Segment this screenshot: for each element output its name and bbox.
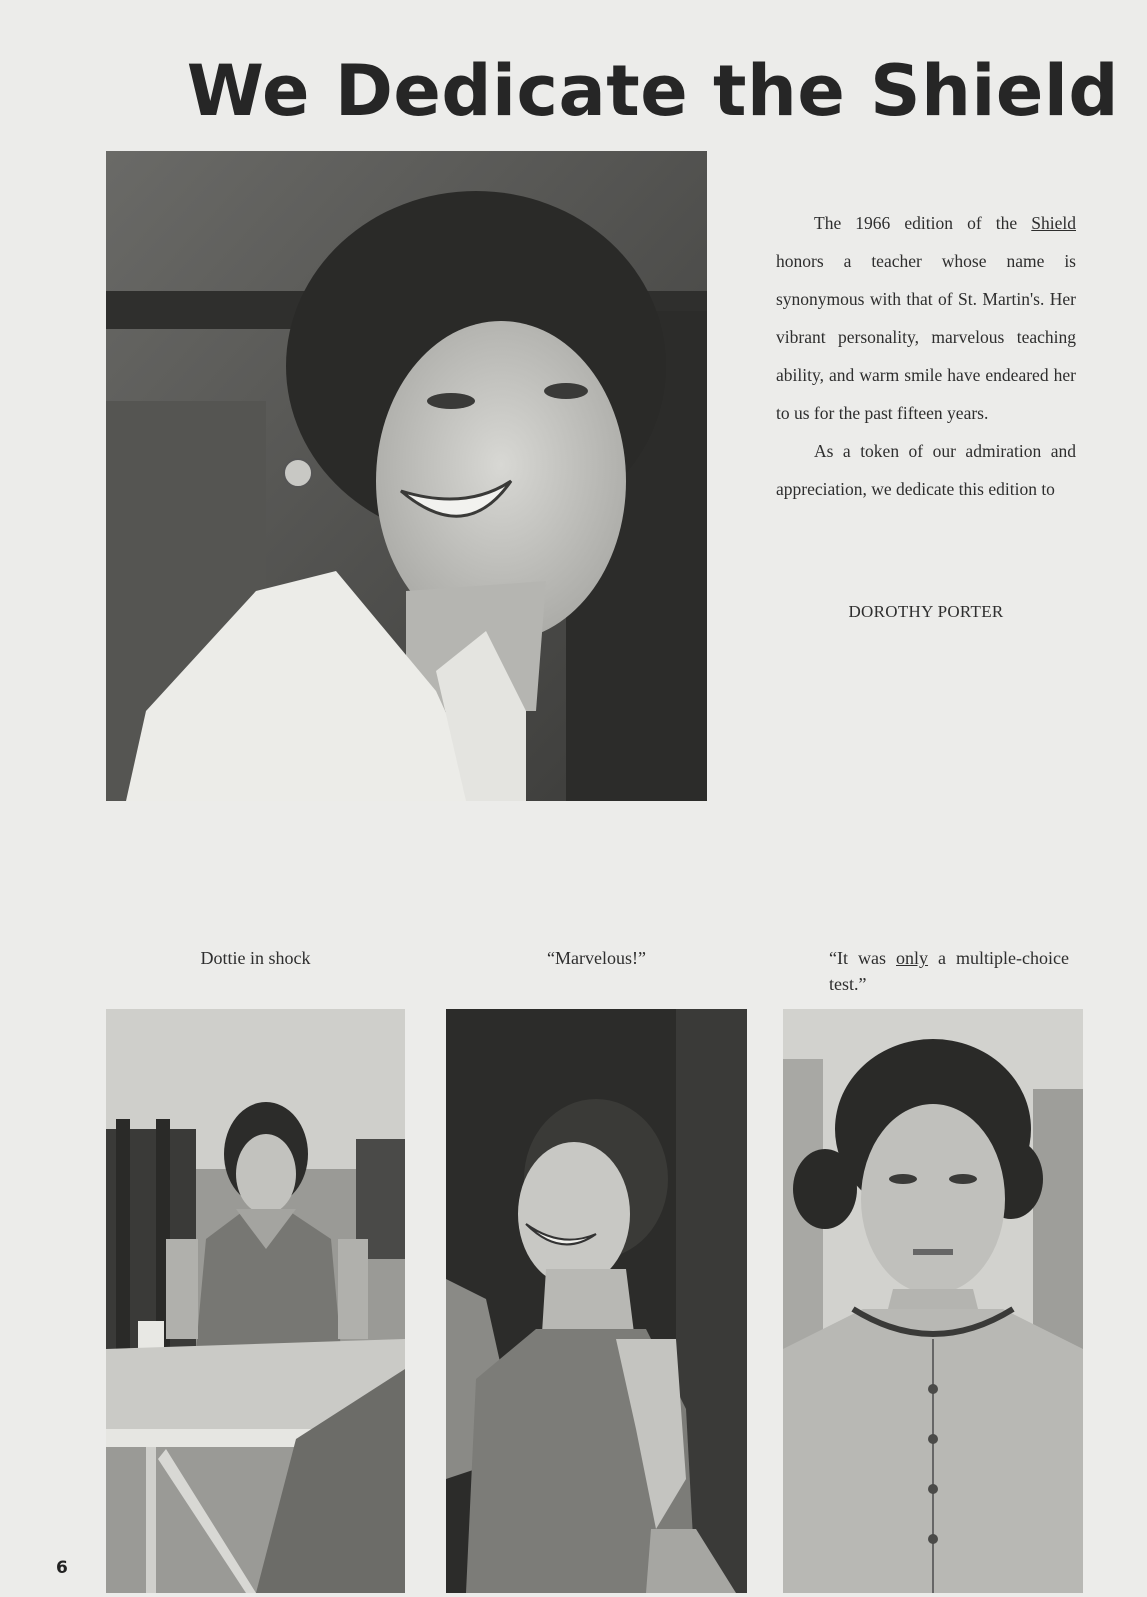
page-number: 6	[56, 1558, 68, 1578]
dedication-paragraph-2: As a token of our admiration and appreciation, we dedicate this edition to	[776, 441, 1076, 499]
dedication-p1-before: The 1966 edition of the	[814, 213, 1032, 233]
caption-3-emphasis: only	[896, 948, 929, 968]
portrait-photo	[106, 151, 707, 801]
caption-photo-1: Dottie in shock	[200, 948, 311, 968]
caption-photo-2: “Marvelous!”	[547, 948, 646, 968]
photo-seated-at-table	[106, 1009, 405, 1593]
caption-photo-3	[829, 945, 1069, 997]
photo-laughing	[446, 1009, 747, 1593]
caption-3-after: a multiple-choice test.”	[829, 948, 1070, 994]
photo-serious-portrait	[783, 1009, 1083, 1593]
dedication-p1-after: honors a teacher whose name is synonymous with that of St. Martin's. Her vibrant personality, marvelous teaching ability, and warm smile have endeared her to us for the past fifteen years.	[776, 251, 1076, 423]
page-title: We Dedicate the Shield	[186, 50, 1119, 132]
honoree-name: DOROTHY PORTER	[848, 602, 1004, 621]
dedication-paragraph-1	[776, 204, 1076, 432]
caption-3-before: “It was	[829, 948, 897, 968]
dedication-text	[776, 204, 1076, 508]
shield-title-underlined: Shield	[1031, 213, 1076, 233]
